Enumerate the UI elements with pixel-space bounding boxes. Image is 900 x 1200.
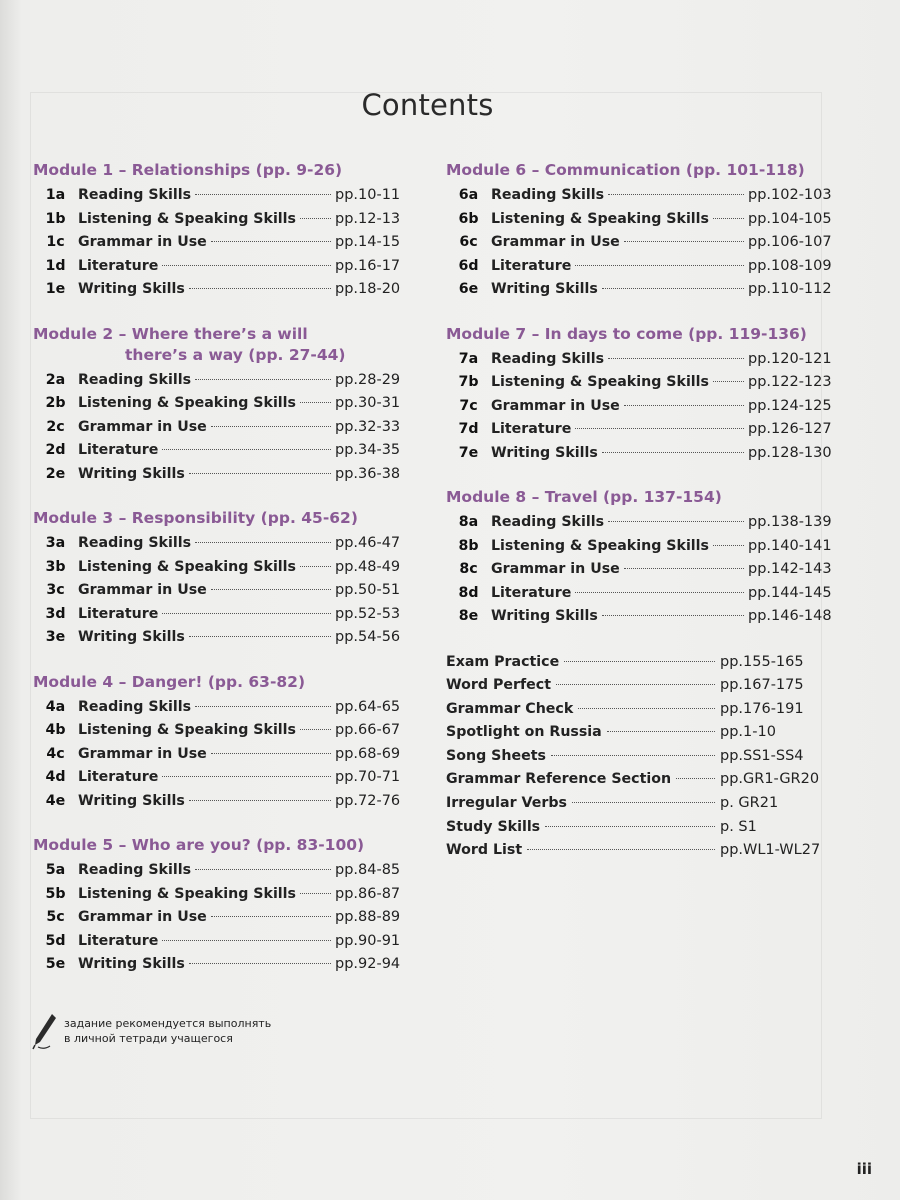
lesson-code: 5d [45, 932, 66, 949]
right-modules [446, 160, 832, 629]
extra-name: Word List [446, 842, 523, 859]
lesson-name: Literature [491, 257, 572, 274]
dot-leader [527, 849, 715, 850]
lesson-name: Listening & Speaking Skills [491, 210, 709, 227]
dot-leader [575, 265, 744, 266]
module-section [33, 672, 405, 814]
dot-leader [189, 636, 331, 637]
module-section [33, 835, 405, 977]
lesson-name: Literature [78, 605, 159, 622]
lesson-pages: pp.16-17 [335, 257, 401, 274]
right-column [446, 160, 832, 863]
lesson-name: Listening & Speaking Skills [491, 374, 709, 390]
extra-pages: pp.WL1-WL27 [720, 842, 821, 859]
extra-row [446, 792, 818, 816]
extra-name: Grammar Reference Section [446, 771, 672, 788]
dot-leader [189, 800, 331, 801]
lesson-row [33, 696, 405, 720]
extra-row [446, 768, 818, 792]
lesson-pages: pp.122-123 [748, 374, 832, 390]
lesson-row [446, 395, 832, 419]
lesson-pages: pp.126-127 [748, 421, 832, 437]
dot-leader [545, 826, 715, 827]
lesson-code: 7c [459, 397, 478, 414]
lesson-name: Reading Skills [78, 187, 192, 203]
module-title-line1: Module 6 – Communication (pp. 101-118) [446, 161, 805, 179]
lesson-pages: pp.92-94 [335, 956, 401, 972]
module-section [446, 487, 832, 629]
homework-note-line1: задание рекомендуется выполнять [64, 1017, 272, 1030]
dot-leader [578, 708, 715, 709]
page-number: iii [856, 1160, 872, 1178]
lesson-row [446, 535, 832, 559]
lesson-code: 5e [45, 956, 66, 972]
dot-leader [300, 893, 331, 894]
lesson-row [33, 626, 405, 650]
lesson-code: 5b [45, 885, 66, 902]
module-title [446, 324, 818, 345]
extra-pages: pp.167-175 [720, 677, 804, 694]
left-column [33, 160, 405, 999]
lesson-name: Writing Skills [78, 281, 185, 297]
lesson-name: Reading Skills [78, 698, 192, 715]
lesson-code: 8b [458, 537, 479, 554]
module-title [33, 672, 405, 693]
dot-leader [189, 288, 331, 289]
dot-leader [608, 358, 744, 359]
lesson-row [33, 208, 405, 232]
lesson-pages: pp.90-91 [335, 932, 401, 949]
lesson-code: 1e [45, 281, 66, 297]
extra-name: Irregular Verbs [446, 795, 567, 812]
lesson-row [446, 418, 832, 442]
extra-pages: p. GR21 [720, 795, 779, 812]
lesson-name: Listening & Speaking Skills [78, 210, 296, 227]
lesson-name: Literature [78, 932, 159, 949]
lesson-name: Listening & Speaking Skills [78, 722, 296, 738]
lesson-row [33, 883, 405, 907]
lesson-row [446, 278, 832, 302]
lesson-pages: pp.144-145 [748, 584, 832, 601]
lesson-code: 2b [45, 395, 66, 411]
extra-row [446, 651, 818, 675]
lesson-pages: pp.102-103 [748, 187, 832, 203]
dot-leader [189, 473, 331, 474]
extra-name: Study Skills [446, 818, 541, 835]
lesson-name: Literature [491, 421, 572, 437]
module-title-line1: Module 5 – Who are you? (pp. 83-100) [33, 836, 365, 854]
lesson-row [446, 511, 832, 535]
extra-name: Song Sheets [446, 747, 546, 764]
lesson-row [33, 766, 405, 790]
dot-leader [211, 916, 331, 917]
lesson-row [33, 416, 405, 440]
dot-leader [676, 778, 715, 779]
lesson-pages: pp.110-112 [748, 281, 832, 297]
lesson-name: Literature [491, 584, 572, 601]
lesson-pages: pp.28-29 [335, 371, 401, 388]
dot-leader [607, 731, 715, 732]
extra-pages: pp.SS1-SS4 [720, 747, 804, 764]
lesson-code: 5c [46, 909, 65, 925]
extra-row [446, 721, 818, 745]
dot-leader [195, 379, 331, 380]
dot-leader [189, 963, 331, 964]
lesson-row [33, 439, 405, 463]
lesson-pages: pp.66-67 [335, 722, 401, 738]
dot-leader [624, 405, 744, 406]
lesson-row [33, 278, 405, 302]
lesson-row [446, 231, 832, 255]
lesson-row [33, 392, 405, 416]
dot-leader [713, 545, 744, 546]
lesson-code: 3b [45, 558, 66, 575]
extra-row [446, 674, 818, 698]
dot-leader [162, 613, 331, 614]
lesson-name: Reading Skills [78, 371, 192, 388]
lesson-name: Writing Skills [78, 465, 185, 482]
lesson-pages: pp.50-51 [335, 582, 401, 598]
lesson-pages: pp.12-13 [335, 210, 401, 227]
extra-row [446, 698, 818, 722]
lesson-row [33, 930, 405, 954]
lesson-code: 7d [458, 421, 479, 437]
lesson-pages: pp.10-11 [335, 187, 401, 203]
lesson-pages: pp.54-56 [335, 629, 401, 645]
module-title-line2: there’s a way (pp. 27-44) [125, 345, 346, 364]
lesson-row [33, 579, 405, 603]
module-title [33, 835, 405, 856]
lesson-pages: pp.86-87 [335, 885, 401, 902]
lesson-code: 6d [458, 257, 479, 274]
lesson-pages: pp.88-89 [335, 909, 401, 925]
lesson-pages: pp.36-38 [335, 465, 401, 482]
dot-leader [195, 706, 331, 707]
lesson-pages: pp.70-71 [335, 769, 401, 785]
lesson-name: Grammar in Use [491, 234, 620, 250]
lesson-pages: pp.34-35 [335, 442, 401, 458]
dot-leader [713, 381, 744, 382]
lesson-name: Listening & Speaking Skills [491, 537, 709, 554]
extra-row [446, 745, 818, 769]
lesson-code: 8e [458, 608, 479, 624]
lesson-pages: pp.138-139 [748, 514, 832, 530]
lesson-name: Writing Skills [491, 281, 598, 297]
dot-leader [575, 428, 744, 429]
homework-note-line2: в личной тетради учащегося [64, 1032, 233, 1045]
lesson-code: 3c [46, 582, 65, 598]
lesson-row [33, 603, 405, 627]
lesson-name: Reading Skills [491, 514, 605, 530]
extra-pages: p. S1 [720, 818, 757, 835]
lesson-name: Grammar in Use [78, 418, 207, 435]
dot-leader [211, 426, 331, 427]
lesson-code: 6a [458, 187, 479, 203]
module-title [33, 508, 405, 529]
extra-pages: pp.176-191 [720, 700, 804, 717]
lesson-code: 8c [459, 561, 478, 577]
lesson-name: Reading Skills [491, 350, 605, 367]
lesson-code: 6b [458, 210, 479, 227]
module-section [446, 324, 832, 466]
module-title-line1: Module 1 – Relationships (pp. 9-26) [33, 161, 343, 179]
lesson-row [33, 255, 405, 279]
lesson-name: Listening & Speaking Skills [78, 395, 296, 411]
lesson-pages: pp.128-130 [748, 444, 832, 461]
lesson-pages: pp.14-15 [335, 234, 401, 250]
lesson-code: 3d [45, 605, 66, 622]
extra-name: Spotlight on Russia [446, 724, 602, 741]
extra-pages: pp.155-165 [720, 653, 804, 670]
lesson-name: Literature [78, 257, 159, 274]
lesson-code: 1c [46, 234, 65, 250]
lesson-code: 6c [459, 234, 478, 250]
lesson-code: 3e [45, 629, 66, 645]
lesson-name: Grammar in Use [491, 397, 620, 414]
dot-leader [575, 592, 744, 593]
dot-leader [602, 452, 744, 453]
module-section [446, 160, 832, 302]
lesson-code: 7a [458, 350, 479, 367]
dot-leader [551, 755, 715, 756]
dot-leader [608, 521, 744, 522]
lesson-row [33, 859, 405, 883]
module-section [33, 160, 405, 302]
lesson-code: 4d [45, 769, 66, 785]
lesson-row [33, 184, 405, 208]
extra-name: Word Perfect [446, 677, 551, 694]
lesson-name: Reading Skills [78, 535, 192, 551]
dot-leader [624, 568, 744, 569]
lesson-name: Grammar in Use [78, 234, 207, 250]
module-title-line1: Module 4 – Danger! (pp. 63-82) [33, 672, 306, 691]
lesson-code: 3a [45, 535, 66, 551]
module-title-line1: Module 7 – In days to come (pp. 119-136) [446, 324, 807, 343]
lesson-row [33, 463, 405, 487]
lesson-row [33, 719, 405, 743]
lesson-pages: pp.46-47 [335, 535, 401, 551]
lesson-pages: pp.108-109 [748, 257, 832, 274]
dot-leader [195, 542, 331, 543]
dot-leader [211, 589, 331, 590]
dot-leader [624, 241, 744, 242]
lesson-row [446, 371, 832, 395]
lesson-code: 7b [458, 374, 479, 390]
lesson-name: Writing Skills [78, 629, 185, 645]
lesson-code: 8a [458, 514, 479, 530]
module-title [33, 160, 405, 181]
lesson-pages: pp.32-33 [335, 418, 401, 435]
dot-leader [300, 566, 331, 567]
module-title [446, 487, 818, 508]
dot-leader [713, 218, 744, 219]
dot-leader [195, 869, 331, 870]
lesson-row [446, 255, 832, 279]
lesson-name: Grammar in Use [78, 909, 207, 925]
dot-leader [162, 265, 331, 266]
lesson-row [33, 556, 405, 580]
lesson-row [446, 208, 832, 232]
extra-pages: pp.GR1-GR20 [720, 771, 820, 788]
dot-leader [300, 729, 331, 730]
lesson-name: Grammar in Use [78, 745, 207, 762]
module-title [446, 160, 818, 181]
lesson-code: 6e [458, 281, 479, 297]
dot-leader [162, 940, 331, 941]
lesson-pages: pp.30-31 [335, 395, 401, 411]
lesson-code: 2e [45, 465, 66, 482]
lesson-code: 2d [45, 442, 66, 458]
dot-leader [572, 802, 715, 803]
lesson-code: 4a [45, 698, 66, 715]
lesson-code: 2a [45, 371, 66, 388]
lesson-pages: pp.48-49 [335, 558, 401, 575]
extras-list [446, 651, 821, 863]
lesson-pages: pp.146-148 [748, 608, 832, 624]
extra-pages: pp.1-10 [720, 724, 776, 741]
lesson-row [33, 231, 405, 255]
lesson-name: Writing Skills [78, 792, 185, 809]
lesson-row [33, 532, 405, 556]
lesson-name: Reading Skills [491, 187, 605, 203]
dot-leader [602, 615, 744, 616]
module-title-line1: Module 2 – Where there’s a will [33, 324, 308, 343]
lesson-name: Reading Skills [78, 862, 192, 878]
module-title-line1: Module 8 – Travel (pp. 137-154) [446, 488, 722, 506]
extra-name: Grammar Check [446, 700, 574, 717]
lesson-name: Grammar in Use [491, 561, 620, 577]
lesson-code: 1a [45, 187, 66, 203]
lesson-code: 2c [46, 418, 65, 435]
dot-leader [300, 402, 331, 403]
lesson-row [446, 184, 832, 208]
extra-row [446, 816, 818, 840]
lesson-pages: pp.124-125 [748, 397, 832, 414]
lesson-code: 1b [45, 210, 66, 227]
extra-name: Exam Practice [446, 653, 560, 670]
lesson-pages: pp.72-76 [335, 792, 401, 809]
lesson-name: Writing Skills [78, 956, 185, 972]
lesson-code: 4c [46, 745, 65, 762]
lesson-pages: pp.52-53 [335, 605, 401, 622]
page-title: Contents [361, 88, 494, 122]
homework-note [32, 1012, 271, 1052]
lesson-row [446, 348, 832, 372]
lesson-name: Literature [78, 442, 159, 458]
lesson-code: 4b [45, 722, 66, 738]
dot-leader [211, 241, 331, 242]
lesson-pages: pp.120-121 [748, 350, 832, 367]
lesson-code: 7e [458, 444, 479, 461]
lesson-name: Listening & Speaking Skills [78, 885, 296, 902]
lesson-code: 1d [45, 257, 66, 274]
lesson-pages: pp.140-141 [748, 537, 832, 554]
lesson-row [446, 442, 832, 466]
lesson-pages: pp.68-69 [335, 745, 401, 762]
lesson-name: Listening & Speaking Skills [78, 558, 296, 575]
module-section [33, 324, 405, 487]
module-section [33, 508, 405, 650]
pen-icon [32, 1012, 58, 1052]
lesson-pages: pp.64-65 [335, 698, 401, 715]
lesson-name: Literature [78, 769, 159, 785]
extra-row [446, 839, 821, 863]
lesson-row [33, 906, 405, 930]
dot-leader [556, 684, 715, 685]
module-title [33, 324, 405, 366]
dot-leader [300, 218, 331, 219]
lesson-name: Writing Skills [491, 608, 598, 624]
dot-leader [195, 194, 331, 195]
lesson-pages: pp.104-105 [748, 210, 832, 227]
lesson-row [446, 605, 832, 629]
lesson-pages: pp.142-143 [748, 561, 832, 577]
lesson-name: Writing Skills [491, 444, 598, 461]
lesson-code: 4e [45, 792, 66, 809]
dot-leader [564, 661, 715, 662]
lesson-row [33, 790, 405, 814]
lesson-name: Grammar in Use [78, 582, 207, 598]
dot-leader [162, 776, 331, 777]
lesson-row [33, 369, 405, 393]
homework-note-text [64, 1016, 271, 1046]
dot-leader [211, 753, 331, 754]
lesson-row [446, 558, 832, 582]
dot-leader [602, 288, 744, 289]
dot-leader [162, 449, 331, 450]
lesson-row [33, 743, 405, 767]
lesson-code: 5a [45, 862, 66, 878]
lesson-pages: pp.84-85 [335, 862, 401, 878]
module-title-line1: Module 3 – Responsibility (pp. 45-62) [33, 509, 358, 527]
lesson-pages: pp.106-107 [748, 234, 832, 250]
lesson-code: 8d [458, 584, 479, 601]
lesson-pages: pp.18-20 [335, 281, 401, 297]
lesson-row [33, 953, 405, 977]
lesson-row [446, 582, 832, 606]
dot-leader [608, 194, 744, 195]
